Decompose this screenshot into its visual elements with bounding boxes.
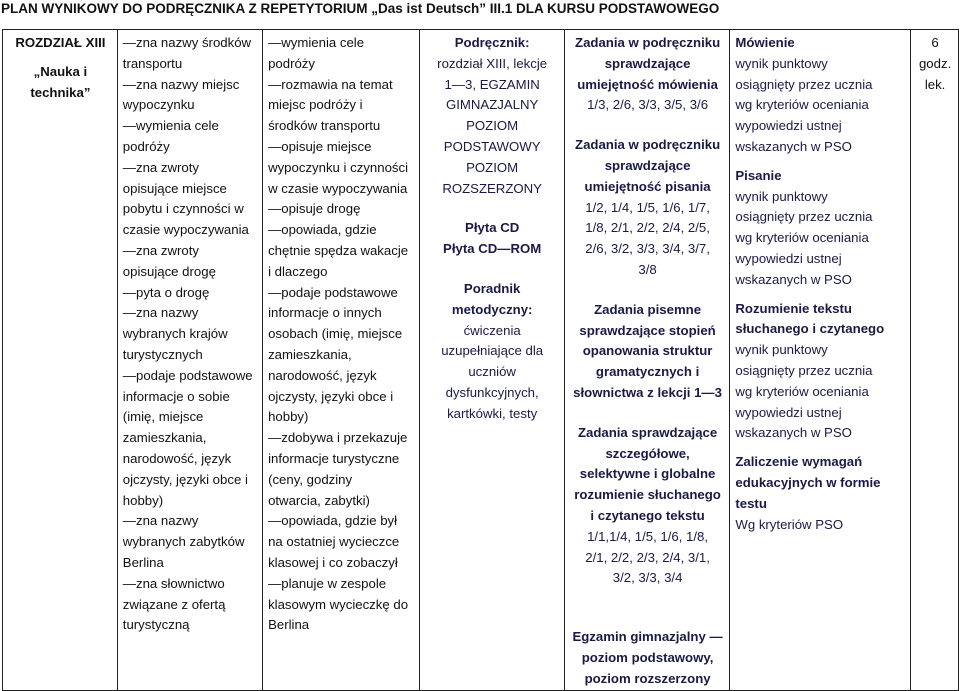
requirement-line: —zdobywa i przekazuje [268,430,408,446]
requirement-line: czasie wypoczywania [122,222,249,238]
assessment-line: wskazanych w PSO [735,271,852,287]
assessment-line: wynik punktowy [735,55,828,71]
poradnik-title-line: metodyczny: [451,301,533,317]
tasks-writing-values [570,198,726,281]
task-heading-line: gramatycznych i [595,364,700,380]
assessment-line: wypowiedzi ustnej [735,404,842,420]
poradnik-title-line: Poradnik [463,280,521,296]
requirement-line: narodowość, język [268,367,377,383]
requirement-line: chętnie spędza wakacje [268,242,409,258]
requirement-line: —rozmawia na temat [268,76,393,92]
assessment-line: wypowiedzi ustnej [735,250,842,266]
requirement-line: podróży [122,138,170,154]
assessment-heading-line: Zaliczenie wymagań [735,454,863,470]
task-heading-line: Zadania w podręczniku [575,137,721,153]
basic-requirements-list [123,33,258,636]
task-heading-line: opanowania struktur [582,343,713,359]
requirement-line: —planuje w zespole [268,575,387,591]
assessment-heading-line: edukacyjnych w formie [735,474,881,490]
material-line: PODSTAWOWY [443,138,541,154]
assessment-heading-line: Rozumienie tekstu [735,300,852,316]
requirement-line: Berlina [268,617,310,633]
requirement-line: hobby) [122,492,164,508]
podrecznik-label: Podręcznik: [454,35,530,50]
task-values-line: 1/8, 2/1, 2/2, 2/4, 2/5, [585,220,710,236]
tasks-comprehension-label [570,423,726,527]
material-line: uczniów [468,364,516,380]
pisanie-label: Pisanie [735,167,782,183]
material-line: 1—3, EGZAMIN [444,76,540,92]
task-values-line: 2/1, 2/2, 2/3, 2/4, 3/1, [585,549,710,565]
assessment-line: Wg kryteriów PSO [735,516,844,532]
requirement-line: turystycznych [122,346,203,362]
assessment-line: wynik punktowy [735,188,828,204]
requirement-line: podróży [268,55,315,71]
requirement-line: —zna nazwy miejsc [122,76,240,92]
requirement-line: miejsc podróży i [268,97,363,113]
assessment-line: wg kryteriów oceniania [735,383,869,399]
task-heading-line: selektywne i globalne [579,466,716,482]
requirement-line: —zna zwroty [122,159,200,175]
task-heading-line: rozumienie słuchanego [574,487,721,503]
materials-cell [419,30,564,691]
requirement-line: —opisuje miejsce [268,138,372,154]
requirement-line: —wymienia cele [268,35,365,50]
task-values-line: 2/6, 3/2, 3/3, 3/4, 3/7, [585,241,710,257]
extended-requirements-list [268,33,414,636]
requirement-line: (imię, miejsce [122,409,204,425]
pisanie-lines [735,187,906,291]
hours-unit-1: godz. [918,55,952,71]
hours-unit-2: lek. [924,76,946,92]
mowienie-lines [735,54,906,158]
requirement-line: zamieszkania, [268,346,352,362]
requirement-line: —pyta o drogę [122,284,210,300]
task-values-line: 1/2, 1/4, 1/5, 1/6, 1/7, [585,199,710,215]
requirement-line: hobby) [268,409,309,425]
requirement-line: —zna zwroty [122,242,200,258]
assessment-cell [730,30,911,691]
task-heading-line: słownictwa z lekcji 1—3 [573,384,722,400]
requirement-line: —podaje podstawowe [268,284,398,300]
assessment-line: wg kryteriów oceniania [735,97,869,113]
extended-requirements-cell [263,30,419,691]
requirement-line: —wymienia cele [122,118,219,134]
task-heading-line: poziom podstawowy, [581,649,714,665]
assessment-line: osiągnięty przez ucznia [735,362,873,378]
chapter-name: „Nauka i technika” [30,63,91,100]
assessment-line: wskazanych w PSO [735,138,852,154]
chapter-title: ROZDZIAŁ XIII [15,35,106,50]
material-line: dysfunkcyjnych, [445,384,539,400]
task-heading-line: szczegółowe, [605,445,690,461]
task-heading-line: Zadania w podręczniku [575,35,721,50]
requirement-line: zamieszkania, [122,430,207,446]
hours-count: 6 [931,35,939,50]
poradnik-label [425,279,560,321]
requirement-line: na ostatniej wycieczce [268,534,400,550]
requirement-line: klasowym wycieczkę do [268,596,409,612]
task-heading-line: Zadania pisemne [594,301,702,317]
requirement-line: ojczysty, języki obce i [122,471,248,487]
requirement-line: informacje o sobie [122,388,230,404]
requirement-line: w czasie wypoczywania [268,180,408,196]
requirement-line: —opowiada, gdzie był [268,513,398,529]
exam-label [570,627,726,689]
requirement-line: klasowej i co zobaczył [268,554,398,570]
requirement-line: transportu [122,55,183,71]
requirement-line: —zna nazwy [122,513,199,529]
table-row [3,30,959,691]
requirement-line: środków transportu [268,118,381,134]
assessment-heading-line: słuchanego i czytanego [735,321,885,337]
tasks-speaking-label [570,33,726,95]
requirement-line: pobytu i czynności w [122,201,244,217]
assessment-line: osiągnięty przez ucznia [735,209,873,225]
material-line: kartkówki, testy [447,405,538,421]
requirement-line: informacje o innych [268,305,382,321]
assessment-line: wynik punktowy [735,342,828,358]
requirement-line: —zna słownictwo [122,575,225,591]
material-line: rozdział XIII, lekcje [437,55,548,71]
requirement-line: wypoczynku [122,97,195,113]
requirement-line: —podaje podstawowe [122,367,253,383]
task-values-line: 3/2, 3/3, 3/4 [612,570,683,586]
requirement-line: —zna nazwy [122,305,199,321]
requirement-line: informacje turystyczne [268,450,400,466]
assessment-heading-line: testu [735,495,767,511]
material-line: uzupełniające dla [441,343,544,359]
task-heading-line: sprawdzające [604,157,691,173]
requirement-line: opisujące miejsce [122,180,227,196]
chapter-cell [3,30,118,691]
requirement-line: związane z ofertą [122,596,226,612]
task-heading-line: umiejętność mówienia [577,76,718,92]
tasks-cell [564,30,730,691]
requirement-line: turystyczną [122,617,190,633]
task-heading-line: Egzamin gimnazjalny — [572,629,723,645]
requirement-line: opisujące drogę [122,263,216,279]
rozumienie-label [735,299,906,341]
task-heading-line: i czytanego tekstu [590,507,705,523]
requirement-line: wybranych zabytków [122,534,245,550]
requirement-line: (ceny, godziny [268,471,353,487]
material-line: GIMNAZJALNY [445,97,539,113]
task-heading-line: umiejętność pisania [584,178,711,194]
basic-requirements-cell [117,30,262,691]
requirement-line: osobach (imię, miejsce [268,326,403,342]
tasks-speaking-values: 1/3, 2/6, 3/3, 3/5, 3/6 [587,97,709,113]
task-values-line: 1/1,1/4, 1/5, 1/6, 1/8, [587,528,709,544]
podrecznik-lines [425,54,560,200]
material-line: ćwiczenia [463,322,521,338]
material-line: POZIOM [466,118,519,134]
requirement-line: wybranych krajów [122,326,228,342]
plyta-cd: Płyta CD [465,220,520,236]
requirement-line: i dlaczego [268,263,328,279]
rozumienie-lines [735,340,906,444]
task-values-line: 3/8 [638,261,657,277]
tasks-writing-label [570,135,726,197]
poradnik-description [425,321,560,425]
plan-table [2,29,959,691]
hours-cell [911,30,959,691]
assessment-line: wskazanych w PSO [735,425,852,441]
plyta-cd-rom: Płyta CD—ROM [443,241,542,257]
tasks-grammar-label [570,300,726,404]
task-heading-line: sprawdzające [604,55,691,71]
requirement-line: otwarcia, zabytki) [268,492,370,508]
task-heading-line: sprawdzające stopień [579,322,716,338]
document-title: PLAN WYNIKOWY DO PODRĘCZNIKA Z REPETYTORIUM „Das ist Deutsch” III.1 DLA KURSU PODSTAWOWEGO [1,1,720,16]
zaliczenie-lines [735,515,906,536]
assessment-line: osiągnięty przez ucznia [735,76,873,92]
requirement-line: narodowość, język [122,450,232,466]
material-line: ROZSZERZONY [442,180,542,196]
assessment-line: wypowiedzi ustnej [735,118,842,134]
task-heading-line: Zadania sprawdzające [577,424,718,440]
requirement-line: ojczysty, języki obce i [268,388,394,404]
requirement-line: —zna nazwy środków [122,35,252,50]
requirement-line: wypoczynku i czynności [268,159,409,175]
task-heading-line: poziom rozszerzony [584,670,711,686]
tasks-comprehension-values [570,527,726,589]
material-line: POZIOM [466,159,519,175]
requirement-line: —opisuje drogę [268,201,361,217]
requirement-line: —opowiada, gdzie [268,222,377,238]
mowienie-label: Mówienie [735,35,795,50]
assessment-line: wg kryteriów oceniania [735,230,869,246]
requirement-line: Berlina [122,554,164,570]
zaliczenie-label [735,452,906,514]
